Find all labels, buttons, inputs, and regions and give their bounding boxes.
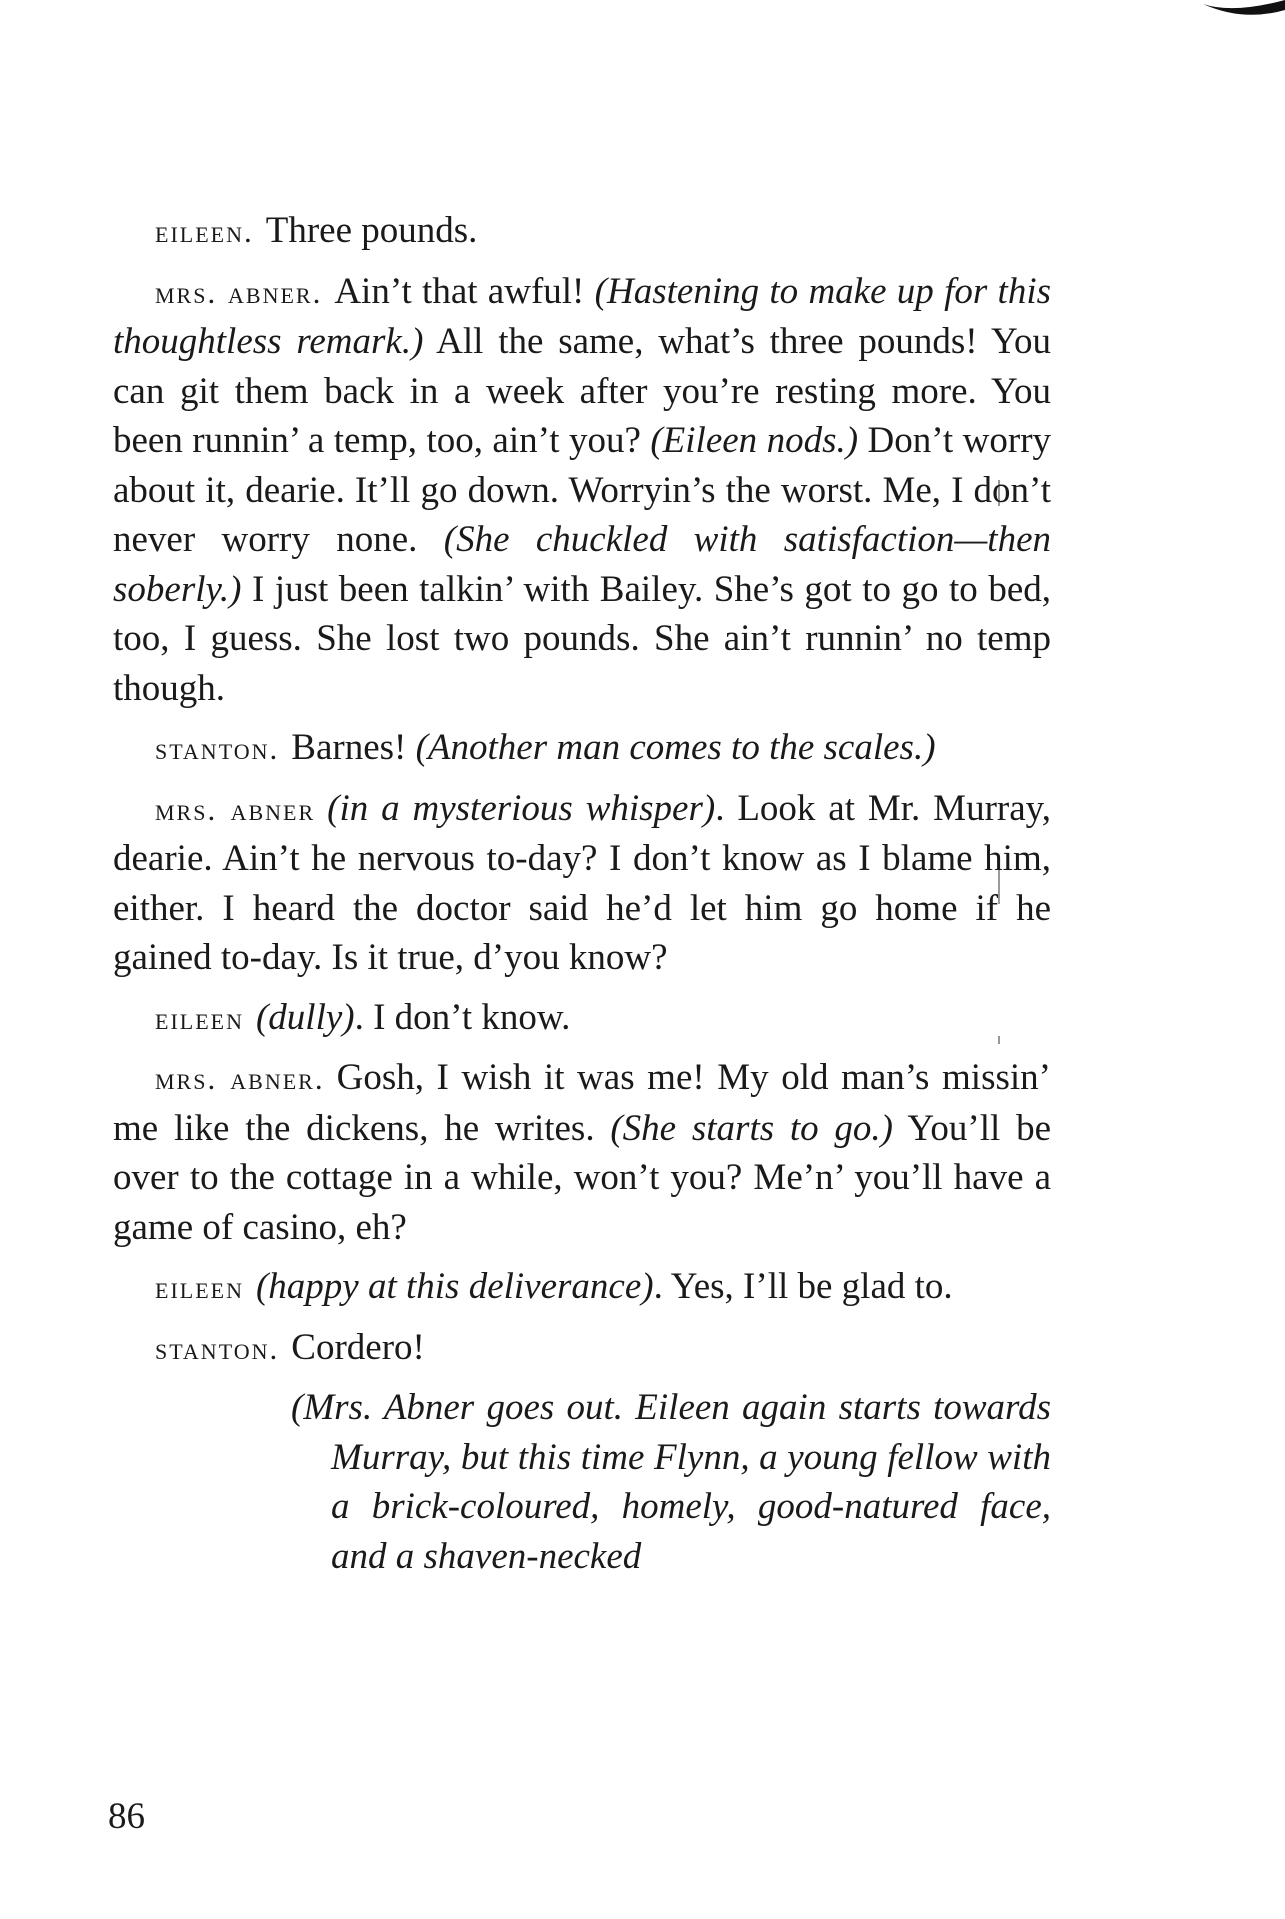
dialogue-text: Gosh, I wish it was me! My old man’s missin’ me like the dickens, he writes. [113,1057,1051,1149]
dialogue-text: Cordero! [291,1326,425,1368]
dialogue-paragraph [113,1323,1051,1374]
speaker-name: eileen [155,1270,244,1305]
dialogue-text: . I don’t know. [354,996,571,1038]
speaker-name: stanton. [155,731,280,766]
speaker-name: mrs. abner. [155,1061,325,1096]
dialogue-paragraph [113,1262,1051,1313]
stage-direction-inline: (in a mysterious whisper) [327,787,716,829]
dialogue-text: You’ll be over to the cottage in a while, won’t you? Me’n’ you’ll have a game of casino, eh? [113,1107,1051,1248]
speaker-name: eileen [155,1000,244,1036]
scan-corner-mark [1203,0,1285,22]
stage-direction-inline: (Another man comes to the scales.) [415,727,936,768]
speaker-name: stanton. [155,1330,280,1366]
stage-direction-inline: (Hastening to make up for this thoughtless remark.) [113,270,1051,362]
stage-direction: (Mrs. Abner goes out. Eileen again starts towards Murray, but this time Flynn, a young fellow with a brick-coloured, homely, good-natured face, and a shaven-necked [291,1387,1051,1577]
dialogue-paragraph [113,206,1051,257]
dialogue-paragraph [113,784,1051,983]
dialogue-text: . Look at Mr. Murray, dearie. Ain’t he nervous to-day? I don’t know as I blame him, either. I heard the doctor said he’d let him go home if he gained to-day. Is it true, d’you know? [113,787,1051,978]
dialogue-paragraph [113,267,1051,714]
stage-direction-inline: (dully) [255,996,355,1038]
dialogue-text: Ain’t that awful! [334,270,595,312]
dialogue-text: I just been talkin’ with Bailey. She’s got to go to bed, too, I guess. She lost two pounds. She ain’t runnin’ no temp though. [113,568,1051,709]
stage-direction-inline: (She chuckled with satisfaction—then soberly.) [113,519,1051,610]
dialogue-text: All the same, what’s three pounds! You can git them back in a week after you’re resting more. You been runnin’ a temp, too, ain’t you? [113,321,1051,461]
dialogue-paragraph [113,993,1051,1044]
stage-direction-inline: (happy at this deliverance) [255,1266,654,1307]
speaker-name: eileen. [155,214,254,249]
dialogue-text: Don’t worry about it, dearie. It’ll go down. Worryin’s the worst. Me, I don’t never worry none. [113,420,1052,560]
dialogue-paragraph [113,1053,1051,1252]
stage-direction-inline: (Eileen nods.) [650,420,859,461]
dialogue-text: Three pounds. [265,210,478,251]
page-number: 86 [108,1796,145,1837]
dialogue-paragraph [113,723,1051,774]
dialogue-text: . Yes, I’ll be glad to. [653,1266,953,1307]
speaker-name: mrs. abner [155,791,316,827]
stage-direction-inline: (She starts to go.) [610,1107,894,1149]
dialogue [113,206,1051,1373]
dialogue-text: Barnes! [291,727,416,768]
speaker-name: mrs. abner. [155,274,323,310]
document-page [113,206,1051,1581]
